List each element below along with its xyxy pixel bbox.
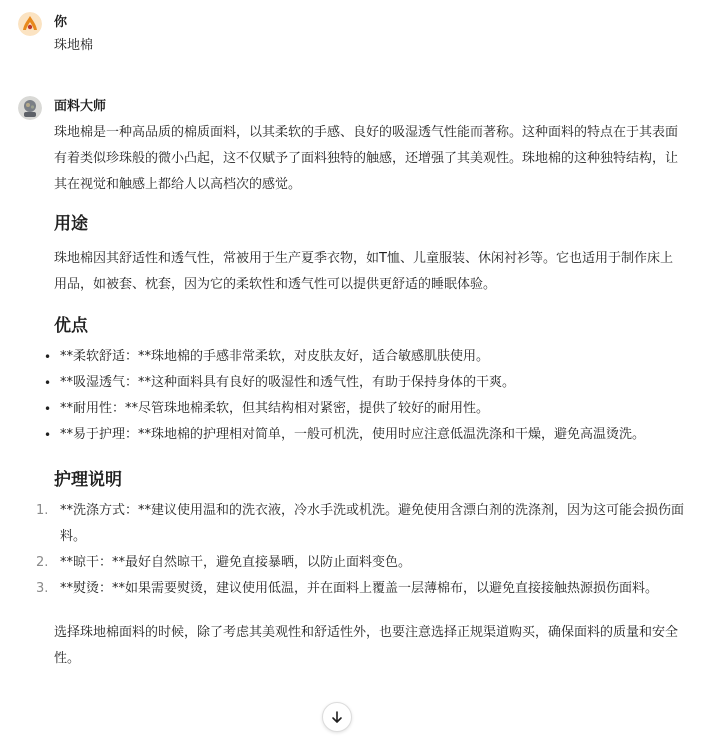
bullet-icon: • [44, 376, 52, 390]
list-item-text: **柔软舒适：**珠地棉的手感非常柔软，对皮肤友好，适合敏感肌肤使用。 [60, 349, 490, 364]
list-number: 3. [36, 581, 49, 596]
list-item-text: **易于护理：**珠地棉的护理相对简单，一般可机洗，使用时应注意低温洗涤和干燥，避免高温烫洗。 [60, 427, 646, 442]
closing-paragraph: 选择珠地棉面料的时候，除了考虑其美观性和舒适性外，也要注意选择正规渠道购买，确保面料的质量和安全性。 [54, 625, 679, 666]
list-number: 1. [36, 503, 49, 518]
user-avatar-icon [18, 12, 42, 36]
arrow-down-icon [330, 710, 344, 724]
advantages-list [44, 344, 684, 448]
care-list [36, 498, 685, 602]
list-item [44, 422, 684, 448]
usage-paragraph: 珠地棉因其舒适性和透气性，常被用于生产夏季衣物，如T恤、儿童服装、休闲衬衫等。它也适用于制作床上用品，如被套、枕套，因为它的柔软性和透气性可以提供更舒适的睡眠体验。 [54, 251, 673, 292]
bullet-icon: • [44, 428, 52, 442]
assistant-avatar-icon [18, 96, 42, 120]
list-item-text: **晾干：**最好自然晾干，避免直接暴晒，以防止面料变色。 [60, 555, 412, 570]
user-message-text: 珠地棉 [54, 38, 94, 53]
list-item [36, 550, 684, 576]
list-item-text: **洗涤方式：**建议使用温和的洗衣液，冷水手洗或机洗。避免使用含漂白剂的洗涤剂，因为这可能会损伤面料。 [60, 503, 685, 544]
bullet-icon: • [44, 402, 52, 416]
list-item [44, 370, 684, 396]
list-item-text: **熨烫：**如果需要熨烫，建议使用低温，并在面料上覆盖一层薄棉布，以避免直接接触热源损伤面料。 [60, 581, 659, 596]
user-name: 你 [54, 15, 68, 30]
scroll-to-bottom-button[interactable] [322, 702, 352, 732]
assistant-response [36, 120, 685, 672]
assistant-name: 面料大师 [54, 99, 107, 114]
advantages-heading: 优点 [54, 316, 88, 336]
bullet-icon: • [44, 350, 52, 364]
list-number: 2. [36, 555, 49, 570]
list-item [44, 344, 684, 370]
list-item [36, 498, 685, 550]
list-item-text: **吸湿透气：**这种面料具有良好的吸湿性和透气性，有助于保持身体的干爽。 [60, 375, 516, 390]
usage-heading: 用途 [54, 214, 88, 234]
list-item-text: **耐用性：**尽管珠地棉柔软，但其结构相对紧密，提供了较好的耐用性。 [60, 401, 490, 416]
intro-paragraph: 珠地棉是一种高品质的棉质面料，以其柔软的手感、良好的吸湿透气性能而著称。这种面料的特点在于其表面有着类似珍珠般的微小凸起，这不仅赋予了面料独特的触感，还增强了其美观性。珠地棉的这种独特结构，让其在视觉和触感上都给人以高档次的感觉。 [54, 125, 679, 192]
list-item [44, 396, 684, 422]
list-item [36, 576, 684, 602]
care-heading: 护理说明 [54, 470, 122, 490]
